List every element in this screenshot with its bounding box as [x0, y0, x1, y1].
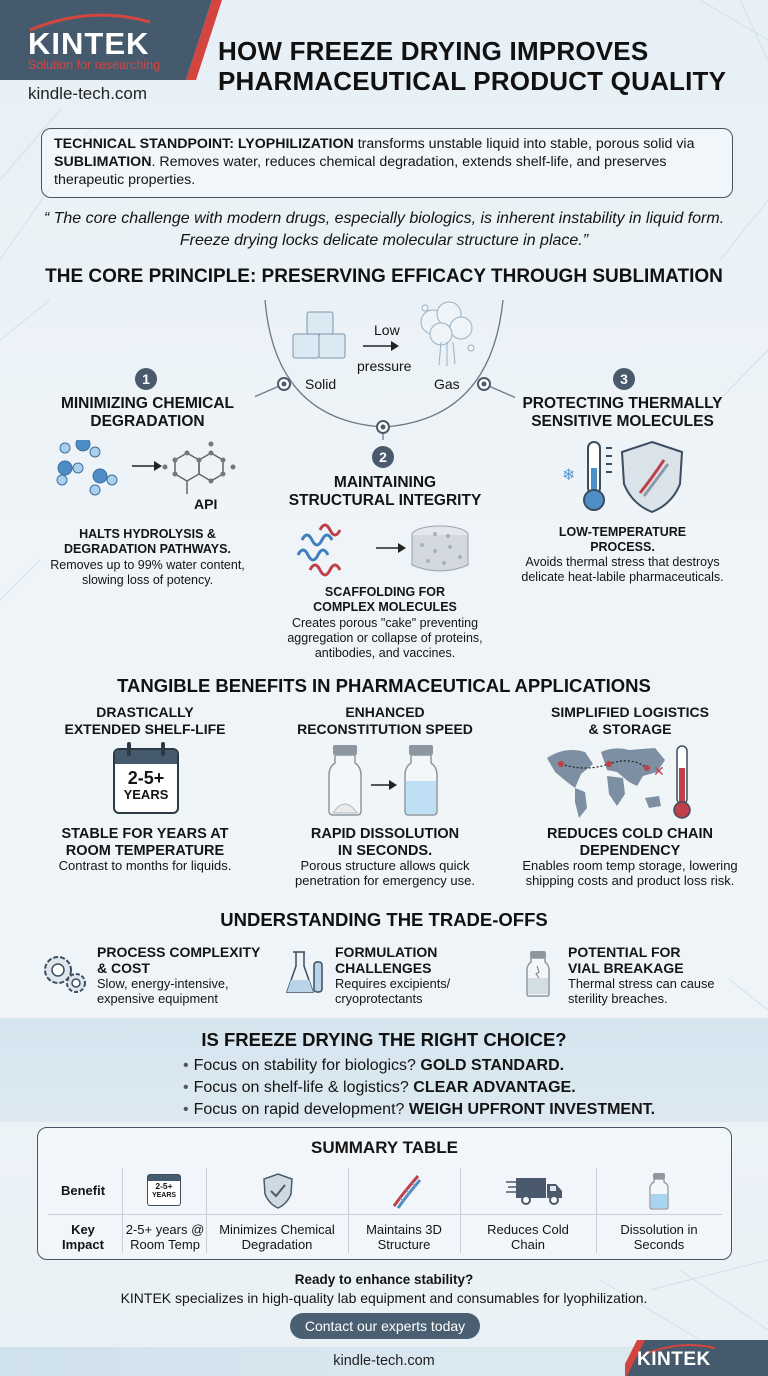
calendar-ring-right — [161, 742, 165, 756]
core-item-1-title: MINIMIZING CHEMICAL DEGRADATION — [60, 395, 235, 430]
benefits-heading: TANGIBLE BENEFITS IN PHARMACEUTICAL APPLICATIONS — [117, 675, 651, 696]
molecules-to-api-icon — [50, 440, 250, 510]
summary-table-title: SUMMARY TABLE — [310, 1138, 458, 1157]
page-title: HOW FREEZE DRYING IMPROVES PHARMACEUTICAL PRODUCT QUALITY — [218, 36, 727, 96]
label-solid: Solid — [305, 376, 337, 392]
list-item: • Focus on stability for biologics? GOLD STANDARD. — [183, 1055, 655, 1077]
ice-cubes-icon — [293, 312, 345, 358]
world-map-thermometer-icon — [545, 742, 705, 822]
gas-cloud-icon — [421, 302, 474, 366]
logo-tagline: Solution for researching — [28, 58, 161, 72]
impact-structure: Maintains 3D Structure — [366, 1222, 442, 1252]
header — [0, 0, 768, 110]
step-number-1: 1 — [135, 368, 157, 390]
benefit-2-title: ENHANCED RECONSTITUTION SPEED — [297, 704, 473, 737]
calendar-icon: 2-5+ YEARS — [113, 748, 179, 814]
row-divider — [48, 1214, 722, 1215]
calendar-icon: 2-5+ YEARS — [147, 1174, 181, 1206]
api-label: API — [194, 496, 218, 512]
footer-logo[interactable]: KINTEK — [637, 1349, 711, 1370]
contact-experts-button[interactable]: Contact our experts today — [290, 1313, 480, 1339]
tradeoffs-heading: UNDERSTANDING THE TRADE-OFFS — [220, 909, 548, 930]
shield-check-icon — [262, 1172, 294, 1210]
vial-breakage-icon — [525, 950, 551, 998]
cta-description: KINTEK specializes in high-quality lab equipment and consumables for lyophilization. — [120, 1290, 648, 1306]
core-item-1-subtitle: HALTS HYDROLYSIS & DEGRADATION PATHWAYS. — [64, 527, 231, 556]
benefit-2-subtitle: RAPID DISSOLUTION IN SECONDS. — [310, 826, 460, 859]
truck-icon — [506, 1176, 566, 1206]
benefit-2-desc: Porous structure allows quick penetration for emergency use. — [295, 858, 475, 888]
impact-degradation: Minimizes Chemical Degradation — [219, 1222, 335, 1252]
list-item: • Focus on rapid development? WEIGH UPFRONT INVESTMENT. — [183, 1099, 655, 1121]
core-item-2-title: MAINTAINING STRUCTURAL INTEGRITY — [288, 474, 482, 509]
list-item: • Focus on shelf-life & logistics? CLEAR ADVANTAGE. — [183, 1077, 655, 1099]
benefit-3-desc: Enables room temp storage, lowering shipping costs and product loss risk. — [522, 858, 738, 888]
benefit-3-title: SIMPLIFIED LOGISTICS & STORAGE — [551, 704, 709, 737]
impact-shelf-life: 2-5+ years @ Room Temp — [125, 1222, 205, 1252]
summary-table — [37, 1127, 732, 1260]
calendar-ring-left — [127, 742, 131, 756]
gears-icon — [40, 950, 90, 996]
tradeoff-1: PROCESS COMPLEXITY & COST Slow, energy-intensive, expensive equipment — [97, 944, 261, 1006]
core-principle-heading: THE CORE PRINCIPLE: PRESERVING EFFICACY THROUGH SUBLIMATION — [45, 266, 723, 287]
step-number-2: 2 — [372, 446, 394, 468]
row-label-key-impact: Key Impact — [62, 1222, 104, 1252]
core-item-2-desc: Creates porous "cake" preventing aggregation or collapse of proteins, antibodies, and vaccines. — [287, 616, 483, 660]
core-item-3-subtitle: LOW-TEMPERATURE PROCESS. — [558, 525, 687, 554]
dna-icon — [390, 1172, 422, 1210]
core-item-3-title: PROTECTING THERMALLY SENSITIVE MOLECULES — [522, 395, 723, 430]
svg-text:✕: ✕ — [653, 764, 665, 780]
summary-table-grid — [48, 1168, 722, 1256]
col-divider — [122, 1168, 123, 1253]
right-choice-list — [183, 1055, 655, 1121]
row-label-benefit: Benefit — [60, 1183, 106, 1198]
core-item-3-desc: Avoids thermal stress that destroys delicate heat-labile pharmaceuticals. — [521, 555, 724, 584]
logo[interactable]: KINTEK — [28, 26, 150, 61]
benefit-1-desc: Contrast to months for liquids. — [58, 858, 232, 873]
benefit-3-subtitle: REDUCES COLD CHAIN DEPENDENCY — [547, 826, 713, 859]
step-number-3: 3 — [613, 368, 635, 390]
benefit-1-title: DRASTICALLY EXTENDED SHELF-LIFE — [64, 704, 226, 737]
svg-text:❄: ❄ — [562, 465, 576, 484]
impact-cold-chain: Reduces Cold Chain — [487, 1222, 569, 1252]
label-gas: Gas — [434, 376, 460, 392]
vial-dissolution-icon — [325, 745, 445, 817]
protein-to-cake-icon — [290, 515, 480, 585]
quote: “ The core challenge with modern drugs, especially biologics, is inherent instability in liquid form. Freeze drying locks delicate molecular structure in place.” — [43, 210, 725, 249]
tradeoff-3: POTENTIAL FOR VIAL BREAKAGE Thermal stress can cause sterility breaches. — [568, 944, 715, 1006]
cta-question: Ready to enhance stability? — [294, 1272, 474, 1287]
right-choice-heading: IS FREEZE DRYING THE RIGHT CHOICE? — [201, 1029, 567, 1050]
arrow-label-low: Low — [374, 322, 400, 338]
vial-icon — [648, 1172, 670, 1210]
flask-icon — [285, 950, 325, 996]
core-item-2-subtitle: SCAFFOLDING FOR COMPLEX MOLECULES — [313, 585, 457, 614]
benefit-1-subtitle: STABLE FOR YEARS AT ROOM TEMPERATURE — [61, 826, 229, 859]
core-item-1-desc: Removes up to 99% water content, slowing loss of potency. — [50, 558, 245, 587]
tradeoff-2: FORMULATION CHALLENGES Requires excipients/ cryoprotectants — [335, 944, 451, 1006]
footer-url[interactable]: kindle-tech.com — [333, 1353, 435, 1369]
impact-dissolution: Dissolution in Seconds — [620, 1222, 698, 1252]
arrow-label-pressure: pressure — [357, 358, 412, 374]
technical-standpoint-box: TECHNICAL STANDPOINT: LYOPHILIZATION transforms unstable liquid into stable, porous solid via SUBLIMATION. Removes water, reduces chemical degradation, extends shelf-life, and preserves therapeutic properties. — [41, 128, 733, 198]
thermometer-shield-icon — [560, 438, 690, 514]
header-url[interactable]: kindle-tech.com — [28, 84, 148, 103]
